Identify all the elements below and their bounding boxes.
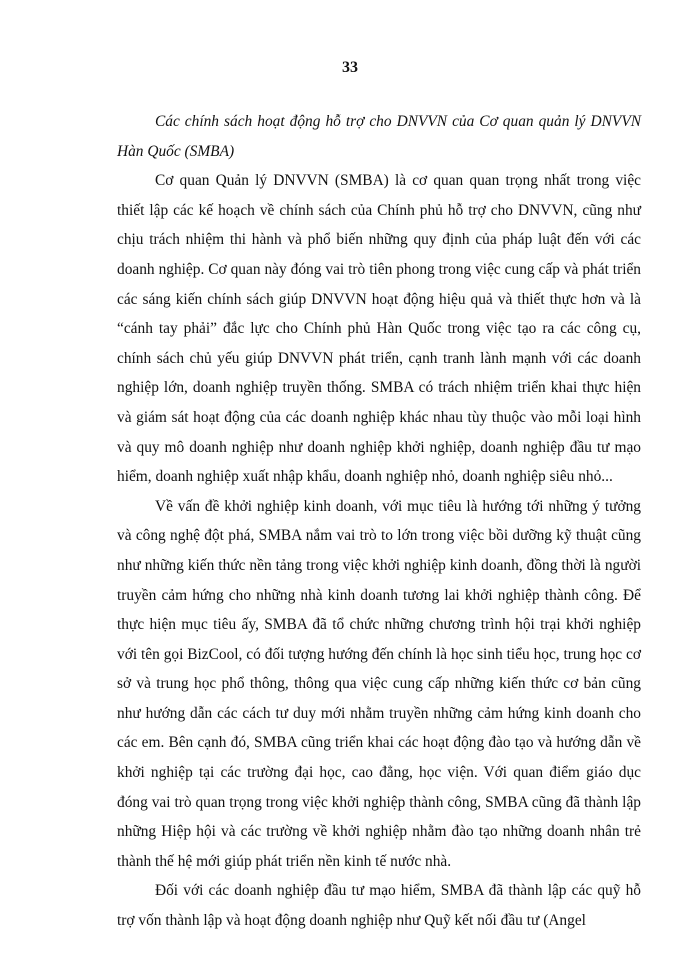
paragraph-smba-role: Cơ quan Quản lý DNVVN (SMBA) là cơ quan quan trọng nhất trong việc thiết lập các kế hoạch về chính sách của Chính phủ hỗ trợ cho DNVVN, cũng như chịu trách nhiệm thi hành và phổ biến những quy định của pháp luật đến với các doanh nghiệp. Cơ quan này đóng vai trò tiên phong trong việc cung cấp và phát triển các sáng kiến chính sách giúp DNVVN hoạt động hiệu quả và thiết thực hơn và là “cánh tay phải” đắc lực cho Chính phủ Hàn Quốc trong việc tạo ra các công cụ, chính sách chủ yếu giúp DNVVN phát triển, cạnh tranh lành mạnh với các doanh nghiệp lớn, doanh nghiệp truyền thống. SMBA có trách nhiệm triển khai thực hiện và giám sát hoạt động của các doanh nghiệp khác nhau tùy thuộc vào mỗi loại hình và quy mô doanh nghiệp như doanh nghiệp khởi nghiệp, doanh nghiệp đầu tư mạo hiểm, doanh nghiệp xuất nhập khẩu, doanh nghiệp nhỏ, doanh nghiệp siêu nhỏ... (117, 172, 641, 486)
paragraph-venture: Đối với các doanh nghiệp đầu tư mạo hiểm, SMBA đã thành lập các quỹ hỗ trợ vốn thành lập và hoạt động doanh nghiệp như Quỹ kết nối đầu tư (Angel (117, 882, 641, 930)
page-content (117, 0, 641, 936)
section-heading: Các chính sách hoạt động hỗ trợ cho DNVVN của Cơ quan quản lý DNVVN Hàn Quốc (SMBA) (117, 113, 641, 160)
paragraph-startup: Về vấn đề khởi nghiệp kinh doanh, với mục tiêu là hướng tới những ý tưởng và công nghệ đột phá, SMBA nắm vai trò to lớn trong việc bồi dưỡng kỹ thuật cũng như những kiến thức nền tảng trong việc khởi nghiệp kinh doanh, đồng thời là người truyền cảm hứng cho những nhà kinh doanh tương lai khởi nghiệp thành công. Để thực hiện mục tiêu ấy, SMBA đã tổ chức những chương trình hội trại khởi nghiệp với tên gọi BizCool, có đối tượng hướng đến chính là học sinh tiểu học, trung học cơ sở và trung học phổ thông, thông qua việc cung cấp những kiến thức cơ bản cũng như hướng dẫn các cách tư duy mới nhằm truyền những cảm hứng kinh doanh cho các em. Bên cạnh đó, SMBA cũng triển khai các hoạt động đào tạo và hướng dẫn về khởi nghiệp tại các trường đại học, cao đẳng, học viện. Với quan điểm giáo dục đóng vai trò quan trọng trong việc khởi nghiệp thành công, SMBA cũng đã thành lập những Hiệp hội và các trường về khởi nghiệp nhằm đào tạo những doanh nhân trẻ thành thế hệ mới giúp phát triển nền kinh tế nước nhà. (117, 497, 641, 870)
page-number: 33 (342, 59, 358, 76)
